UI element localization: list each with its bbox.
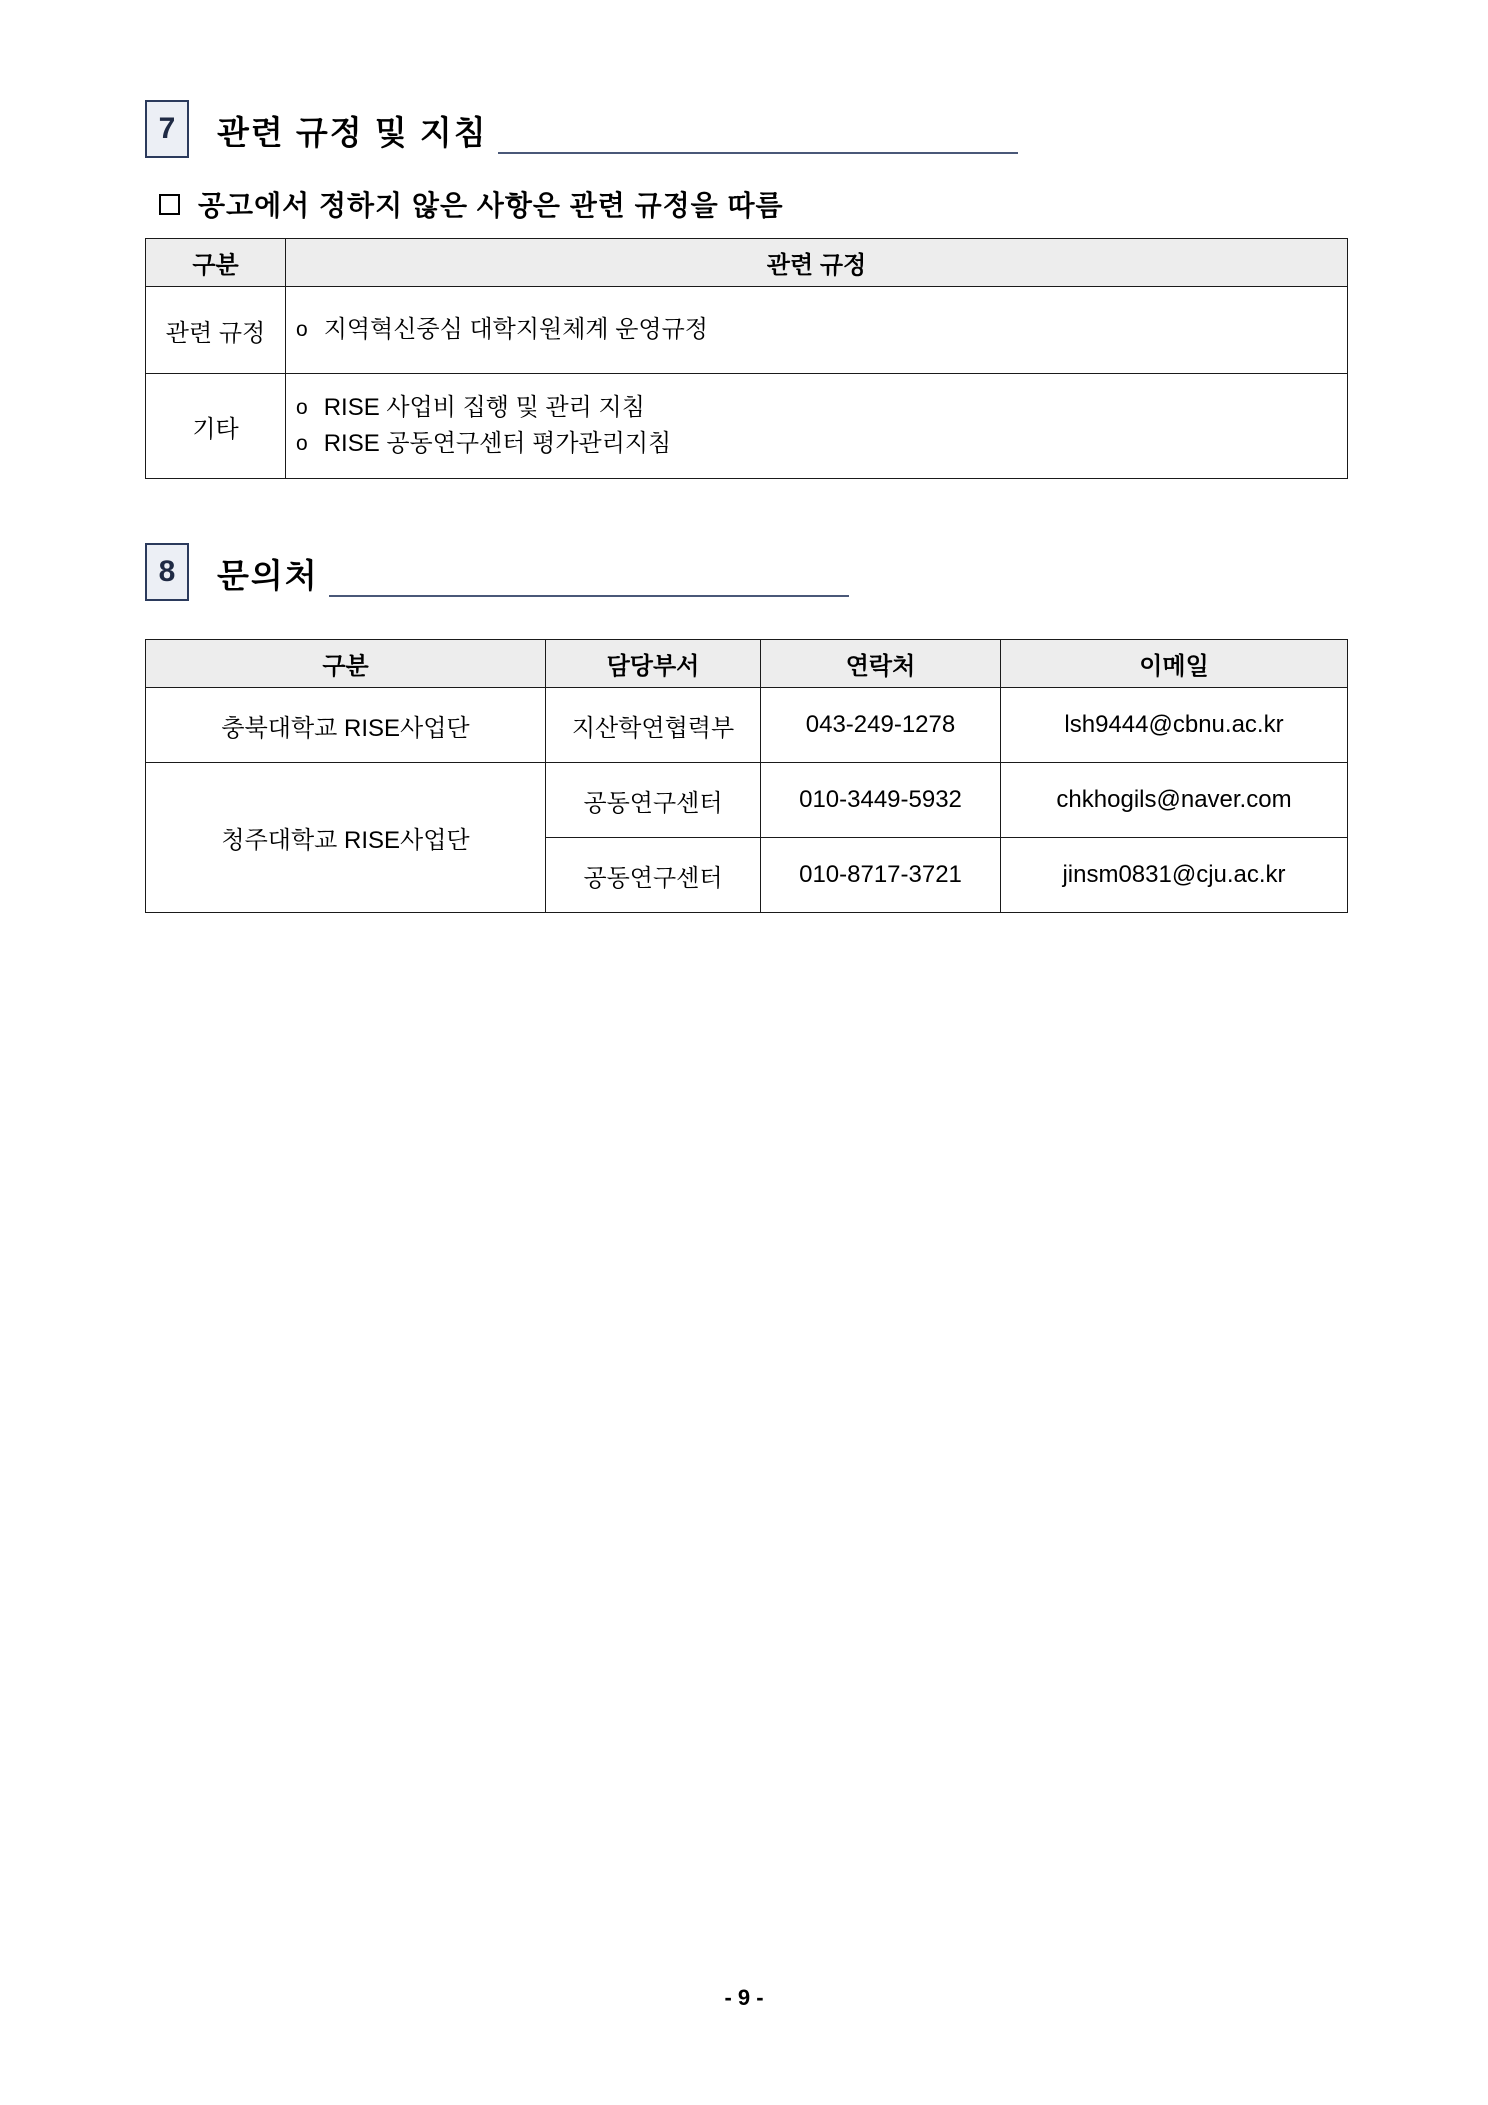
col-header-category: 구분 bbox=[146, 239, 286, 287]
cell-category: 기타 bbox=[146, 374, 286, 479]
cell-email: jinsm0831@cju.ac.kr bbox=[1001, 838, 1348, 913]
cell-category: 관련 규정 bbox=[146, 287, 286, 374]
col-header-email: 이메일 bbox=[1001, 640, 1348, 688]
cell-email: lsh9444@cbnu.ac.kr bbox=[1001, 688, 1348, 763]
section-8-title: 문의처 bbox=[217, 557, 319, 594]
section-7-bullet-text: 공고에서 정하지 않은 사항은 관련 규정을 따름 bbox=[198, 190, 784, 221]
square-outline-icon bbox=[159, 194, 180, 215]
circle-marker-icon: o bbox=[296, 432, 308, 455]
cell-organization: 청주대학교 RISE사업단 bbox=[146, 763, 546, 913]
cell-regulation bbox=[286, 374, 1348, 479]
col-header-phone: 연락처 bbox=[761, 640, 1001, 688]
section-8-number: 8 bbox=[145, 543, 189, 601]
cell-phone: 043-249-1278 bbox=[761, 688, 1001, 763]
section-8-header bbox=[145, 543, 1348, 601]
cell-department: 공동연구센터 bbox=[546, 763, 761, 838]
list-item bbox=[296, 312, 1337, 348]
table-row bbox=[146, 374, 1348, 479]
col-header-category: 구분 bbox=[146, 640, 546, 688]
spacer bbox=[145, 609, 1348, 635]
section-7-number: 7 bbox=[145, 100, 189, 158]
cell-regulation bbox=[286, 287, 1348, 374]
related-regulations-table bbox=[145, 238, 1348, 479]
table-row bbox=[146, 287, 1348, 374]
cell-phone: 010-8717-3721 bbox=[761, 838, 1001, 913]
cell-department: 공동연구센터 bbox=[546, 838, 761, 913]
list-item-text: RISE 공동연구센터 평가관리지침 bbox=[323, 430, 672, 457]
list-item bbox=[296, 426, 1337, 462]
cell-department: 지산학연협력부 bbox=[546, 688, 761, 763]
section-7-bullet bbox=[159, 184, 1348, 224]
col-header-department: 담당부서 bbox=[546, 640, 761, 688]
table-row bbox=[146, 688, 1348, 763]
section-spacer bbox=[145, 479, 1348, 543]
table-header-row bbox=[146, 640, 1348, 688]
col-header-regulation: 관련 규정 bbox=[286, 239, 1348, 287]
section-7-header bbox=[145, 100, 1348, 158]
section-7-rule bbox=[498, 152, 1018, 154]
page-number: - 9 - bbox=[724, 1985, 764, 2010]
circle-marker-icon: o bbox=[296, 318, 308, 341]
table-header-row bbox=[146, 239, 1348, 287]
cell-phone: 010-3449-5932 bbox=[761, 763, 1001, 838]
list-item bbox=[296, 390, 1337, 426]
list-item-text: 지역혁신중심 대학지원체계 운영규정 bbox=[323, 316, 708, 343]
circle-marker-icon: o bbox=[296, 396, 308, 419]
cell-organization: 충북대학교 RISE사업단 bbox=[146, 688, 546, 763]
table-row bbox=[146, 763, 1348, 838]
cell-email: chkhogils@naver.com bbox=[1001, 763, 1348, 838]
contacts-table bbox=[145, 639, 1348, 913]
section-8-rule bbox=[329, 595, 849, 597]
section-7-title: 관련 규정 및 지침 bbox=[217, 114, 488, 151]
list-item-text: RISE 사업비 집행 및 관리 지침 bbox=[323, 394, 645, 421]
